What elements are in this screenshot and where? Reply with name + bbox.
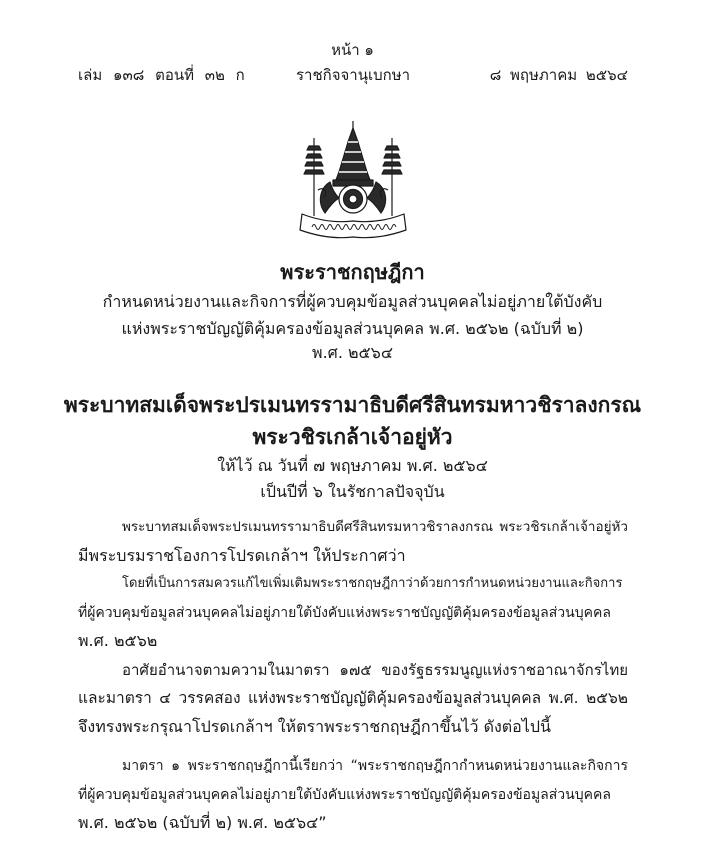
king-name-line: พระวชิรเกล้าเจ้าอยู่หัว [252,425,453,449]
volume-issue: เล่ม ๑๓๘ ตอนที่ ๓๒ ก [78,66,245,84]
royal-emblem-icon [288,120,418,245]
gazette-header [78,65,628,85]
gazette-name: ราชกิจจานุเบกษา [295,66,411,84]
given-date: ให้ไว้ ณ วันที่ ๗ พฤษภาคม พ.ศ. ๒๕๖๔ [217,456,488,475]
page-number: หน้า ๑ [331,41,374,59]
king-name-line: พระบาทสมเด็จพระปรเมนทรรามาธิบดีศรีสินทรมหาวชิราลงกรณ [63,393,642,417]
paragraph-line: ที่ผู้ควบคุมข้อมูลส่วนบุคคลไม่อยู่ภายใต้บังคับแห่งพระราชบัญญัติคุ้มครองข้อมูลส่วนบุคคล [78,786,611,803]
paragraph-line: และมาตรา ๔ วรรคสอง แห่งพระราชบัญญัติคุ้มครองข้อมูลส่วนบุคคล พ.ศ. ๒๕๖๒ [78,689,628,707]
decree-subtitle [20,288,685,342]
section-1 [78,752,628,838]
subtitle-line: กำหนดหน่วยงานและกิจการที่ผู้ควบคุมข้อมูลส่วนบุคคลไม่อยู่ภายใต้บังคับ [102,292,603,311]
paragraph-line: มีพระบรมราชโองการโปรดเกล้าฯ ให้ประกาศว่า [78,545,406,565]
paragraph-line: มาตรา ๑ พระราชกฤษฎีกานี้เรียกว่า “พระราชกฤษฎีกากำหนดหน่วยงานและกิจการ [122,758,628,774]
paragraph-line: โดยที่เป็นการสมควรแก้ไขเพิ่มเติมพระราชกฤษฎีกาว่าด้วยการกำหนดหน่วยงานและกิจการ [122,576,623,591]
king-name [20,389,685,453]
decree-body [78,513,628,741]
emblem-left-figure [320,182,339,213]
subtitle-line: แห่งพระราชบัญญัติคุ้มครองข้อมูลส่วนบุคคล พ.ศ. ๒๕๖๒ (ฉบับที่ ๒) [121,319,584,338]
given-date-block [20,453,685,505]
royal-emblem [288,120,418,245]
paragraph-line: พระบาทสมเด็จพระปรเมนทรรามาธิบดีศรีสินทรมหาวชิราลงกรณ พระวชิรเกล้าเจ้าอยู่หัว [122,519,628,535]
decree-year: พ.ศ. ๒๕๖๔ [312,343,393,362]
paragraph-line: จึงทรงพระกรุณาโปรดเกล้าฯ ให้ตราพระราชกฤษฎีกาขึ้นไว้ ดังต่อไปนี้ [78,716,551,736]
paragraph-line: พ.ศ. ๒๕๖๒ (ฉบับที่ ๒) พ.ศ. ๒๕๖๔” [78,813,327,832]
emblem-right-figure [367,182,386,213]
decree-title: พระราชกฤษฎีกา [280,260,425,284]
paragraph-line: อาศัยอำนาจตามความในมาตรา ๑๗๕ ของรัฐธรรมนูญแห่งราชอาณาจักรไทย [122,660,628,679]
paragraph-line: ที่ผู้ควบคุมข้อมูลส่วนบุคคลไม่อยู่ภายใต้บังคับแห่งพระราชบัญญัติคุ้มครองข้อมูลส่วนบุคคล [78,604,611,621]
reign-year: เป็นปีที่ ๖ ในรัชกาลปัจจุบัน [260,482,445,501]
publication-date: ๘ พฤษภาคม ๒๕๖๔ [489,66,628,84]
paragraph-line: พ.ศ. ๒๕๖๒ [78,631,158,650]
